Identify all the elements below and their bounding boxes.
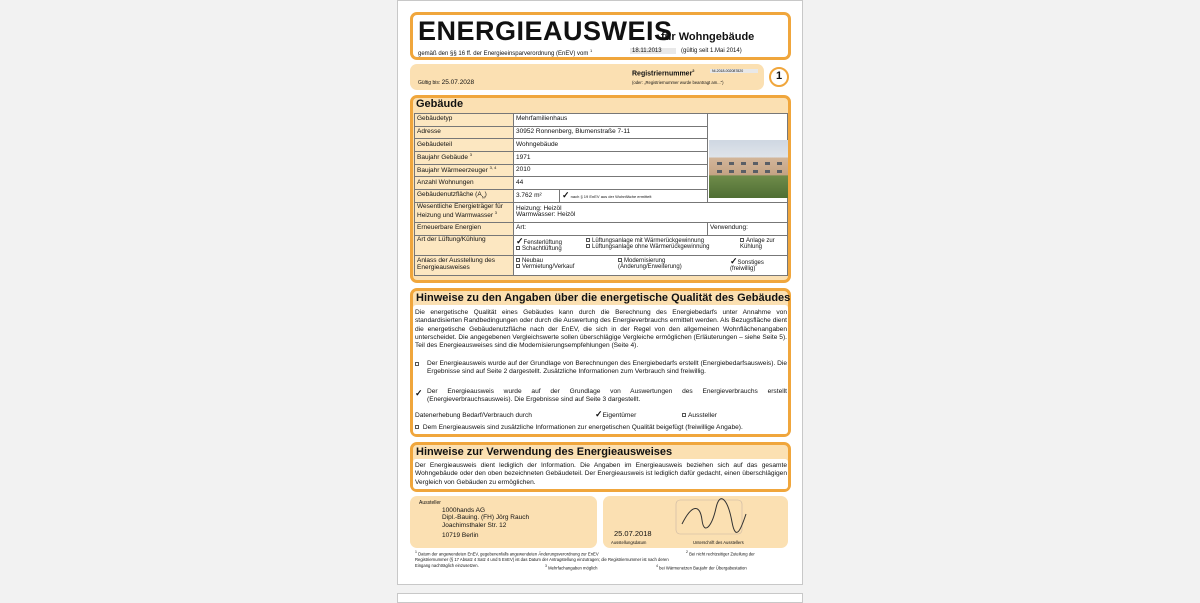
footnote-3: $^3$ Mehrfachangaben möglich — [545, 564, 598, 571]
building-section-title: Gebäude — [416, 98, 464, 110]
signature-stamp — [672, 496, 752, 540]
issue-date: 25.07.2018 — [614, 529, 652, 538]
table-row: Gebäudeteil Wohngebäude — [415, 139, 788, 152]
footnote-2: $^2$ Bei nicht rechtzeitiger Zuteilung der — [686, 550, 755, 557]
document-subtitle: für Wohngebäude — [661, 31, 755, 43]
data-owner: ✓Eigentümer — [595, 409, 637, 419]
enev-date: 18.11.2013 — [630, 48, 676, 54]
signature-label: Unterschrift des Ausstellers — [693, 540, 744, 545]
enev-text: gemäß den §§ 16 ff. der Energieeinsparverordnung (EnEV) vom $^1$ — [418, 48, 593, 57]
registration-box — [410, 64, 764, 90]
data-issuer: Aussteller — [682, 412, 717, 419]
table-row: Anzahl Wohnungen 44 — [415, 177, 788, 190]
table-row: Art der Lüftung/Kühlung ✓Fensterlüftung Schachtlüftung Lüftungsanlage mit Wärmerückgewinnung Lüftungsanlage ohne Wärmerückgewinnung Anlage zur Kühlung — [415, 235, 788, 255]
notes-option-additional: Dem Energieausweis sind zusätzliche Informationen zur energetischen Qualität beigefügt (freiwillige Angabe). — [415, 424, 743, 431]
notes-option-consumption: ✓ Der Energieausweis wurde auf der Grundlage von Auswertungen des Energieverbrauchs erstellt (Energieverbrauchsausweis). Die Ergebnisse sind auf Seite 3 dargestellt. — [415, 388, 787, 404]
registration-value: NI-2018-002087820 — [710, 69, 758, 73]
table-row: Baujahr Wärmeerzeuger $^{3, 4}$ 2010 — [415, 164, 788, 177]
registration-note: (oder: „Registriernummer wurde beantragt am...") — [632, 80, 724, 85]
usage-title: Hinweise zur Verwendung des Energieausweises — [416, 446, 673, 458]
issuer-address: 1000hands AG Dipl.-Bauing. (FH) Jörg Rauch Joachimsthaler Str. 12 10719 Berlin — [442, 507, 530, 539]
usage-text: Der Energieausweis dient lediglich der Information. Die Angaben im Energieausweis beziehen sich auf das gesamte Wohngebäude oder den oben bezeichneten Gebäudeteil. Der Energieausweis ist lediglich dafür gedacht, einen überschlägigen Vergleich von Gebäuden zu ermöglichen. — [415, 462, 787, 486]
table-row: Erneuerbare Energien Art: Verwendung: — [415, 222, 788, 235]
table-row: Adresse 30952 Ronnenberg, Blumenstraße 7-11 — [415, 126, 788, 139]
notes-title: Hinweise zu den Angaben über die energetische Qualität des Gebäudes — [416, 292, 791, 304]
document-title: ENERGIEAUSWEIS — [418, 16, 673, 46]
page-number-badge: 1 — [769, 67, 789, 87]
table-row: Anlass der Ausstellung des Energieausweises Neubau Vermietung/Verkauf Modernisierung (Änderung/Erweiterung) ✓Sonstiges (freiwillig) — [415, 255, 788, 275]
table-row: Gebäudenutzfläche $(A_N)$ 3.762 m² ✓ nach § 19 EnEV aus der Wohnfläche ermittelt — [415, 190, 788, 203]
next-page-edge — [397, 593, 803, 603]
building-photo — [709, 140, 788, 198]
enev-valid: (gültig seit 1.Mai 2014) — [681, 48, 742, 54]
notes-paragraph: Die energetische Qualität eines Gebäudes kann durch die Berechnung des Energiebedarfs unter Annahme von standardisierten Randbedingungen oder durch die Auswertung des Energieverbrauchs ermittelt werden. Als Bezugsfläche dient die energetische Gebäudenutzfläche nach der EnEV, die sich in der Regel von den allgemeinen Wohnflächenangaben unterscheidet. Die angegebenen Vergleichswerte sollen überschlägige Vergleiche ermöglichen (Erläuterungen – siehe Seite 5). Teil des Energieausweises sind die Modernisierungsempfehlungen (Seite 4). — [415, 309, 787, 350]
registration-label: Registriernummer$^2$ — [632, 68, 695, 78]
valid-until: Gültig bis: 25.07.2028 — [418, 79, 475, 86]
table-row: Gebäudetyp Mehrfamilienhaus — [415, 114, 788, 127]
notes-option-demand: Der Energieausweis wurde auf der Grundlage von Berechnungen des Energiebedarfs erstellt (Energiebedarfsausweis). Die Ergebnisse sind auf Seite 2 dargestellt. Zusätzliche Informationen zum Verbrauch sind freiwillig. — [415, 360, 787, 377]
footnote-1: $^1$ Datum der angewendeten EnEV, gegebenenfalls angewendeten Änderungsverordnung zur EnEV Registriernummer (§ 17 Absatz 4 Satz 4 und 5 EnEV) ist das Datum der Antragstellung einzutragen; die Registriernummer ist nach deren Eingang nachträglich einzusetzen. — [415, 550, 669, 568]
issuer-label: Aussteller — [419, 500, 441, 506]
issue-date-label: Ausstellungsdatum — [611, 540, 647, 545]
footnote-4: $^4$ bei Wärmenetzen Baujahr der Übergabestation — [656, 564, 747, 571]
table-row: Baujahr Gebäude $^3$ 1971 — [415, 152, 788, 165]
table-row: Wesentliche Energieträger für Heizung und Warmwasser $^3$ Heizung: Heizöl Warmwasser: Heizöl — [415, 202, 788, 222]
data-collection: Datenerhebung Bedarf/Verbrauch durch — [415, 412, 532, 419]
